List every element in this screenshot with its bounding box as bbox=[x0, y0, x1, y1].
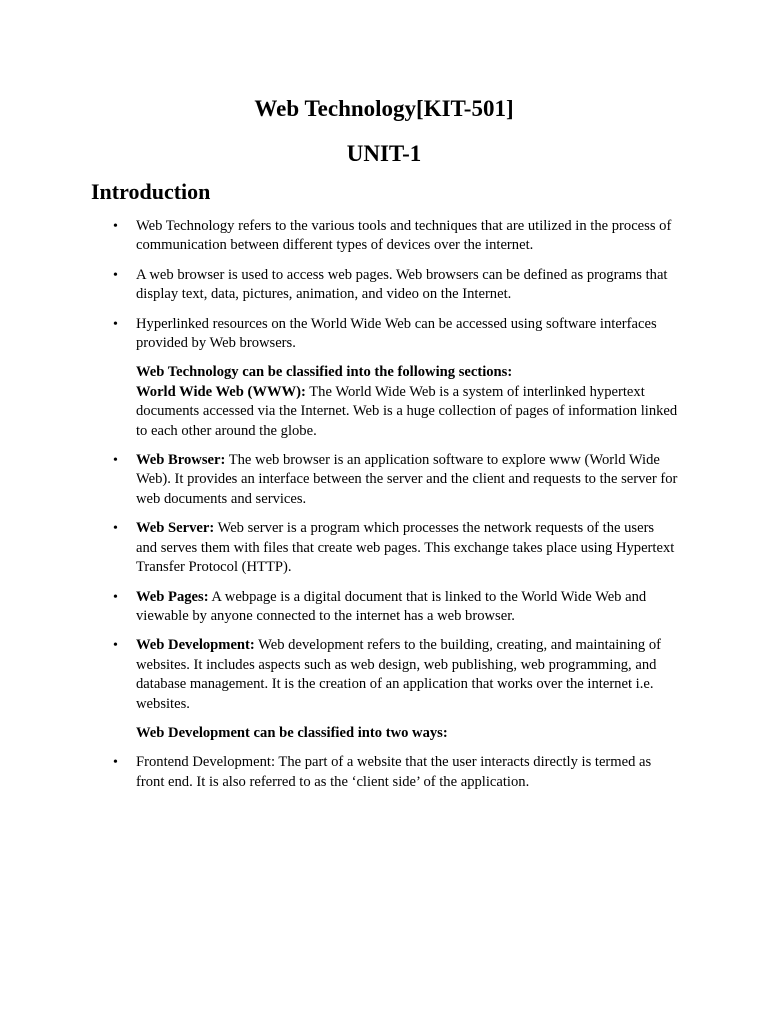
list-item-web-pages bbox=[0, 588, 768, 627]
bullet-icon: • bbox=[113, 521, 118, 537]
list-item bbox=[0, 315, 768, 354]
list-item-text: Web Technology refers to the various tools and techniques that are utilized in the process of communication between different types of devices over the internet. bbox=[136, 218, 672, 254]
term-label: Web Server: bbox=[136, 520, 215, 537]
list-item-web-development bbox=[0, 636, 768, 714]
classification-block bbox=[0, 363, 768, 441]
term-label: Web Browser: bbox=[136, 452, 226, 469]
document-title: Web Technology[KIT-501] bbox=[254, 96, 514, 121]
term-label: Web Pages: bbox=[136, 588, 209, 605]
bullet-icon: • bbox=[113, 316, 118, 332]
list-item-frontend bbox=[0, 753, 768, 792]
bullet-icon: • bbox=[113, 453, 118, 469]
term-label: Web Development: bbox=[136, 637, 255, 654]
bullet-icon: • bbox=[113, 219, 118, 234]
bullet-icon: • bbox=[113, 638, 118, 654]
bullet-icon: • bbox=[113, 755, 118, 771]
term-text: The web browser is an application software to explore www (World Wide Web). It provides an interface between the server and the client and requests to the server for web documents and services. bbox=[136, 452, 678, 507]
list-item bbox=[0, 217, 768, 256]
bullet-icon: • bbox=[113, 267, 118, 283]
document-body bbox=[0, 217, 768, 792]
www-text: The World Wide Web is a system of interlinked hypertext documents accessed via the Internet. Web is a huge collection of pages of information linked to each other around the globe. bbox=[136, 383, 678, 439]
dev-heading: Web Development can be classified into two ways: bbox=[136, 724, 448, 741]
list-item-text: Frontend Development: The part of a website that the user interacts directly is termed as front end. It is also referred to as the ‘client side’ of the application. bbox=[136, 754, 652, 790]
term-text: Web server is a program which processes the network requests of the users and serves them with files that create web pages. This exchange takes place using Hypertext Transfer Protocol (HTTP). bbox=[136, 520, 675, 576]
section-heading: Introduction bbox=[91, 179, 211, 204]
www-term: World Wide Web (WWW): bbox=[136, 383, 306, 400]
list-item-text: Hyperlinked resources on the World Wide Web can be accessed using software interfaces provided by Web browsers. bbox=[136, 315, 657, 352]
classification-heading: Web Technology can be classified into the following sections: bbox=[136, 364, 513, 381]
bullet-icon: • bbox=[113, 589, 118, 605]
unit-title: UNIT-1 bbox=[346, 141, 422, 166]
term-text: Web development refers to the building, creating, and maintaining of websites. It includes aspects such as web design, web publishing, web programming, and database management. It is the creation of an application that works over the internet i.e. websites. bbox=[136, 637, 662, 712]
list-item-web-server bbox=[0, 519, 768, 577]
term-text: A webpage is a digital document that is linked to the World Wide Web and viewable by anyone connected to the internet has a web browser. bbox=[136, 588, 647, 624]
list-item-web-browser bbox=[0, 451, 768, 509]
list-item bbox=[0, 266, 768, 305]
dev-block bbox=[0, 724, 768, 743]
list-item-text: A web browser is used to access web pages. Web browsers can be defined as programs that display text, data, pictures, animation, and video on the Internet. bbox=[136, 266, 668, 303]
